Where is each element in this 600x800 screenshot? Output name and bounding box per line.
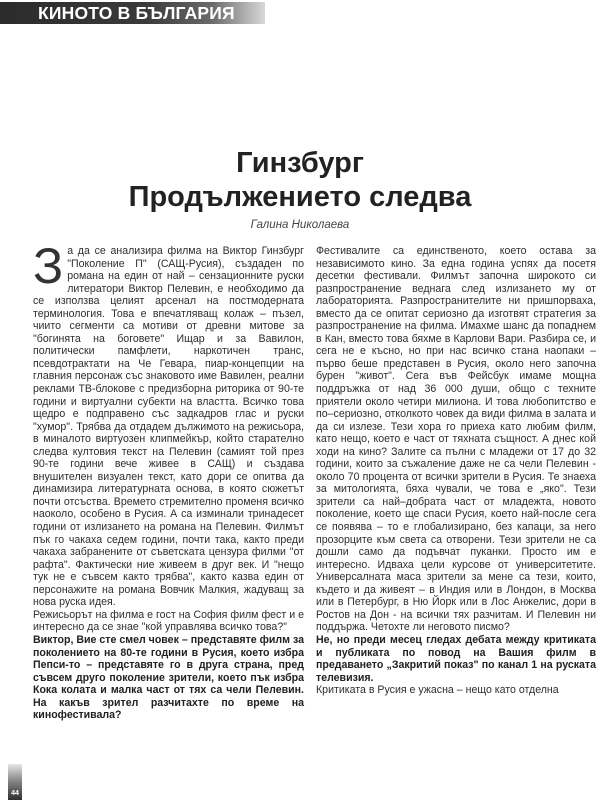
- article-title-line1: Гинзбург: [236, 147, 364, 179]
- section-header-band: [0, 2, 265, 24]
- paragraph-text: а да се анализира филма на Виктор Гинзбург "Поколение П" (САЩ-Русия), създаден по романа на един от най – сензационните руски литератори Виктор Пелевин, е необходимо да се използва целият арсенал на постмодерната терминология. Това е впечатляващ колаж – пъзел, чиито сегменти са мотиви от древни митове за "богинята на боговете" Ищар и за Вавилон, политически памфлети, наркотичен транс, псевдотрактати на Че Гевара, пиар-концепции на главния персонаж със знаковото име Вавилен, реални реклами ТВ-блокове с предизборна риторика от 90-те години и виртуални субекти на властта. Всичко това щедро е подправено със задкадров глас и руски "хумор". Трябва да отдадем дължимото на режисьора, в миналото виртуозен клипмейкър, който старателно следва култовия текст на Пелевин (самият той през 90-те години вече живее в САЩ) и създава внушителен визуален текст, като дори се опитва да динамизира литературната основа, в която сюжетът почти отсъства. Времето стремително променя всичко наоколо, особено в Русия. А са изминали тринадесет години от излизането на романа на Пелевин. Филмът пък го чакаха седем години, почти така, както преди чакаха забранените от съветската цензура филми "от рафта". Фактически ние живеем в друг век. И "нещо тук не е съвсем както трябва", както казва един от персонажите на романа Вовчик Малкия, жадуващ за нова руска идея.: [33, 245, 304, 609]
- article-paragraph: Режисьорът на филма е гост на София филм фест и е интересно да се знае "кой управлява всичко това?": [33, 608, 304, 634]
- drop-cap: З: [33, 238, 64, 294]
- article-title-line2: Продължението следва: [128, 181, 472, 213]
- section-label: КИНОТО В БЪЛГАРИЯ: [38, 3, 235, 23]
- article-paragraph: Фестивалите са единственото, което остава за независимото кино. За една година успях да посетя десетки фестивали. Филмът започна широкото си разпространение веднага след излизането му от лабораторията. Разпространителите ни пришпорваха, вместо да се опитат сериозно да изготвят стратегия за разпространение на филма. Имахме шанс да попаднем в Кан, вместо това бяхме в Карлови Вари. Разбира се, и сега не е късно, но при нас всичко стана наопаки – първо беше представен в Русия, около него започна бурен "живот". Сега във Фейсбук имаме мощна поддръжка от над 36 000 души, общо с техните приятели около четири милиона. И това любопитство е по–сериозно, отколкото човек да види филма в залата и да си излезе. Тези хора го приеха като любим филм, като нещо, което е част от тяхната същност. А днес кой ходи на кино? Залите са пълни с младежи от 17 до 32 години, които за съжаление даже не са чели Пелевин - около 70 процента от всички зрители в Русия. Те знаеха за митологията, бяха чували, че това е „яко". Тези зрители са най–добрата част от младежта, новото поколение, което ще спаси Русия, което най-после сега се появява – то е глобализирано, без капаци, за него прозорците към света са отворени. Тези зрители не са дошли само да подъвчат пуканки. Просто им е интересно. Идваха цели курсове от университетите. Универсалната маса зрители за мене са тези, които, където и да живеят – в Индия или в Лондон, в Москва или в Петербург, в Ню Йорк или в Лос Анжелис, дори в Ростов на Дон - на всички тях разчитам. И Пелевин ни поддържа. Четохте ли неговото писмо?: [316, 245, 596, 634]
- article-paragraph: [33, 238, 304, 609]
- page-number: 44: [11, 790, 19, 797]
- interview-question: Виктор, Вие сте смел човек – представяте филм за поколението на 80-те години в Русия, което избра Пепси-то – представяте го в друга страна, пред съвсем друго поколение зрители, което пък избра Кока колата и малка част от тях са чели Пелевин. На какъв зрител разчитахте по време на кинофестивала?: [33, 633, 304, 722]
- article-column-right: [316, 245, 596, 697]
- article-author: Галина Николаева: [250, 219, 350, 231]
- page-number-tab: [8, 764, 22, 800]
- article-title: [0, 146, 600, 214]
- interview-question: Не, но преди месец гледах дебата между критиката и публиката по повод на Вашия филм в предаването „Закритий показ" по канал 1 на руската телевизия.: [316, 633, 596, 684]
- article-column-left: [33, 238, 304, 722]
- article-paragraph: Критиката в Русия е ужасна – нещо като отделна: [316, 684, 559, 697]
